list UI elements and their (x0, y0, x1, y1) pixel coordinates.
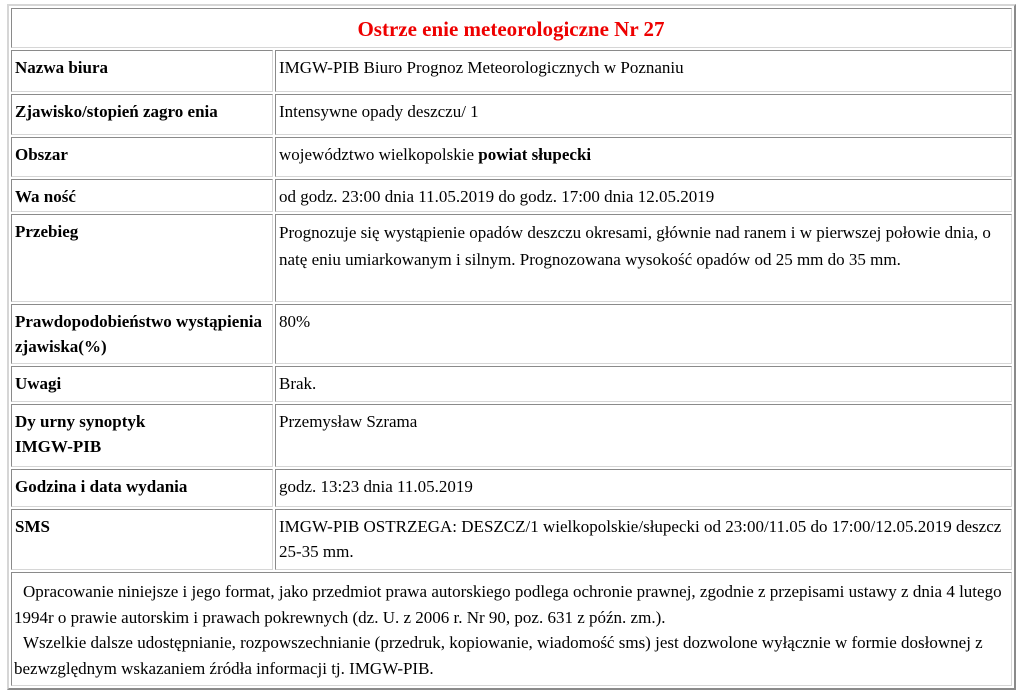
row-label-sms: SMS (11, 509, 273, 570)
row-value-uwagi: Brak. (275, 366, 1012, 402)
row-label-prawdopodobienstwo: Prawdopodobieństwo wystąpienia zjawiska(%) (11, 304, 273, 364)
table-row (11, 404, 1012, 467)
table-row (11, 94, 1012, 135)
table-row (11, 137, 1012, 177)
row-label-godzina-wydania: Godzina i data wydania (11, 469, 273, 507)
copyright-notice (11, 572, 1012, 686)
table-row (11, 179, 1012, 212)
row-value-sms: IMGW-PIB OSTRZEGA: DESZCZ/1 wielkopolskie/słupecki od 23:00/11.05 do 17:00/12.05.2019 deszcz 25-35 mm. (275, 509, 1012, 570)
row-value-przebieg: Prognozuje się wystąpienie opadów deszczu okresami, głównie nad ranem i w pierwszej połowie dnia, o natę eniu umiarkowanym i silnym. Prognozowana wysokość opadów od 25 mm do 35 mm. (275, 214, 1012, 302)
obszar-voivodeship-text: województwo wielkopolskie (279, 145, 479, 164)
obszar-powiat-bold-text: powiat słupecki (478, 145, 592, 164)
row-label-przebieg: Przebieg (11, 214, 273, 302)
warning-title: Ostrze enie meteorologiczne Nr 27 (11, 8, 1012, 48)
table-row (11, 509, 1012, 570)
row-label-obszar: Obszar (11, 137, 273, 177)
row-label-nazwa-biura: Nazwa biura (11, 50, 273, 92)
table-row (11, 366, 1012, 402)
table-row (11, 50, 1012, 92)
row-value-zjawisko: Intensywne opady deszczu/ 1 (275, 94, 1012, 135)
table-row (11, 304, 1012, 364)
copyright-paragraph-1: Opracowanie niniejsze i jego format, jako przedmiot prawa autorskiego podlega ochronie prawnej, zgodnie z przepisami ustawy z dnia 4 lutego 1994r o prawie autorskim i prawach pokrewnych (dz. U. z 2006 r. Nr 90, poz. 631 z późn. zm.). (14, 582, 1002, 627)
row-value-dyzurny-synoptyk: Przemysław Szrama (275, 404, 1012, 467)
table-row-footer (11, 572, 1012, 686)
row-value-obszar (275, 137, 1012, 177)
row-value-godzina-wydania: godz. 13:23 dnia 11.05.2019 (275, 469, 1012, 507)
copyright-paragraph-2: Wszelkie dalsze udostępnianie, rozpowszechnianie (przedruk, kopiowanie, wiadomość sms) jest dozwolone wyłącznie w formie dosłownej z bezwzględnym wskazaniem źródła informacji tj. IMGW-PIB. (14, 633, 983, 678)
row-label-uwagi: Uwagi (11, 366, 273, 402)
meteorological-warning-table (7, 4, 1016, 690)
table-row-title (11, 8, 1012, 48)
dyzurny-label-line2: IMGW-PIB (15, 437, 102, 456)
row-label-dyzurny-synoptyk (11, 404, 273, 467)
row-label-waznosc: Wa ność (11, 179, 273, 212)
dyzurny-label-line1: Dy urny synoptyk (15, 412, 146, 431)
table-row (11, 469, 1012, 507)
row-value-waznosc: od godz. 23:00 dnia 11.05.2019 do godz. 17:00 dnia 12.05.2019 (275, 179, 1012, 212)
table-row (11, 214, 1012, 302)
row-value-nazwa-biura: IMGW-PIB Biuro Prognoz Meteorologicznych w Poznaniu (275, 50, 1012, 92)
row-value-prawdopodobienstwo: 80% (275, 304, 1012, 364)
row-label-zjawisko: Zjawisko/stopień zagro enia (11, 94, 273, 135)
